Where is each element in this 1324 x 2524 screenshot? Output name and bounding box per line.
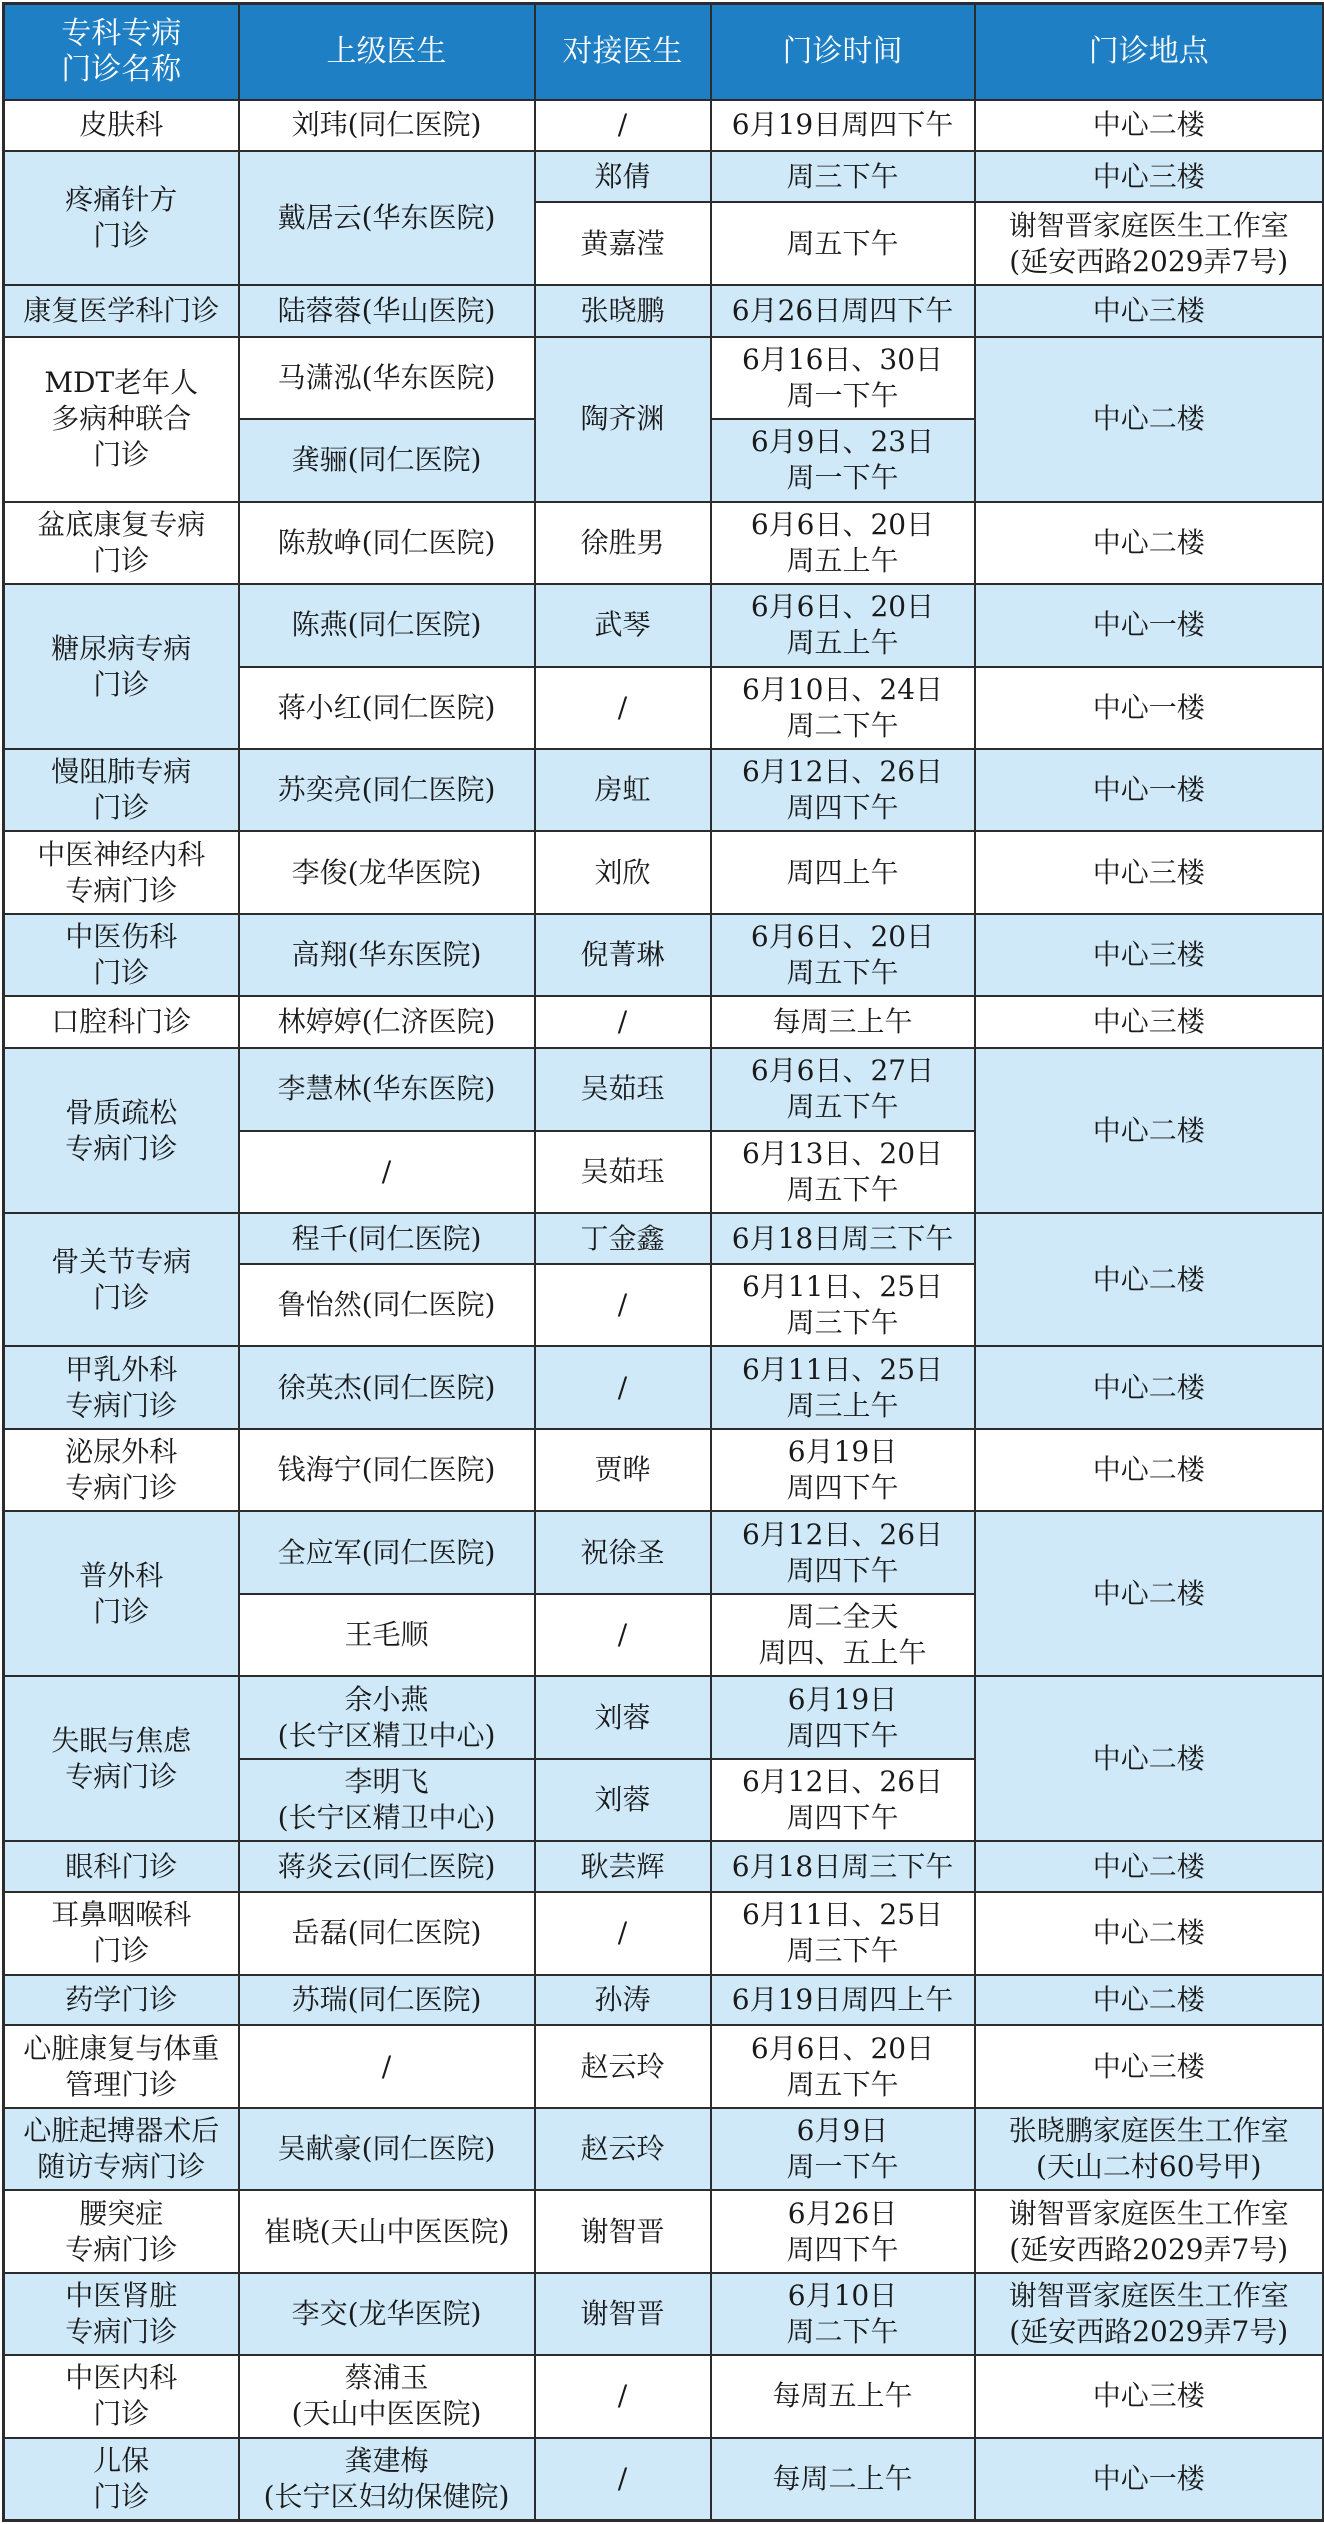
clinic-name-cell: 普外科 门诊	[4, 1511, 239, 1676]
clinic-location-cell: 中心二楼	[975, 1892, 1324, 1974]
clinic-location-cell: 谢智晋家庭医生工作室 (延安西路2029弄7号)	[975, 2190, 1324, 2272]
table-row	[4, 502, 1324, 584]
senior-doctor-cell: 陈燕(同仁医院)	[239, 584, 535, 666]
clinic-name-cell: 泌尿外科 专病门诊	[4, 1429, 239, 1511]
clinic-location-cell: 中心三楼	[975, 151, 1324, 202]
clinic-name-cell: 药学门诊	[4, 1975, 239, 2026]
senior-doctor-cell: 刘玮(同仁医院)	[239, 100, 535, 152]
senior-doctor-cell: 林婷婷(仁济医院)	[239, 996, 535, 1048]
table-row	[4, 996, 1324, 1048]
table-row	[4, 2438, 1324, 2521]
liaison-doctor-cell: /	[535, 2438, 711, 2521]
senior-doctor-cell: 陈敖峥(同仁医院)	[239, 502, 535, 584]
clinic-time-cell: 6月18日周三下午	[711, 1841, 975, 1892]
liaison-doctor-cell: 刘蓉	[535, 1759, 711, 1841]
table-row	[4, 2273, 1324, 2355]
senior-doctor-cell: 钱海宁(同仁医院)	[239, 1429, 535, 1511]
clinic-time-cell: 6月12日、26日 周四下午	[711, 749, 975, 831]
clinic-location-cell: 谢智晋家庭医生工作室 (延安西路2029弄7号)	[975, 2273, 1324, 2355]
clinic-schedule-table	[2, 2, 1324, 2522]
clinic-name-cell: 康复医学科门诊	[4, 285, 239, 337]
clinic-name-cell: 腰突症 专病门诊	[4, 2190, 239, 2272]
clinic-time-cell: 6月11日、25日 周三下午	[711, 1892, 975, 1974]
clinic-location-cell: 中心一楼	[975, 667, 1324, 749]
senior-doctor-cell: 余小燕 (长宁区精卫中心)	[239, 1676, 535, 1758]
table-row	[4, 914, 1324, 996]
clinic-name-cell: MDT老年人 多病种联合 门诊	[4, 337, 239, 502]
clinic-name-cell: 中医神经内科 专病门诊	[4, 831, 239, 913]
clinic-time-cell: 6月26日 周四下午	[711, 2190, 975, 2272]
senior-doctor-cell: /	[239, 2025, 535, 2107]
clinic-time-cell: 周三下午	[711, 151, 975, 202]
liaison-doctor-cell: /	[535, 1264, 711, 1346]
table-row	[4, 2355, 1324, 2437]
clinic-time-cell: 6月26日周四下午	[711, 285, 975, 337]
clinic-time-cell: 6月10日 周二下午	[711, 2273, 975, 2355]
clinic-location-cell: 中心三楼	[975, 2025, 1324, 2107]
senior-doctor-cell: 李俊(龙华医院)	[239, 831, 535, 913]
clinic-name-cell: 疼痛针方 门诊	[4, 151, 239, 284]
clinic-location-cell: 中心二楼	[975, 502, 1324, 584]
table-row	[4, 2108, 1324, 2190]
liaison-doctor-cell: /	[535, 2355, 711, 2437]
clinic-time-cell: 6月6日、20日 周五下午	[711, 914, 975, 996]
clinic-time-cell: 6月12日、26日 周四下午	[711, 1511, 975, 1593]
senior-doctor-cell: 苏奕亮(同仁医院)	[239, 749, 535, 831]
table-row	[4, 1048, 1324, 1130]
liaison-doctor-cell: 吴茹珏	[535, 1048, 711, 1130]
senior-doctor-cell: 蒋炎云(同仁医院)	[239, 1841, 535, 1892]
senior-doctor-cell: 李交(龙华医院)	[239, 2273, 535, 2355]
clinic-time-cell: 6月11日、25日 周三上午	[711, 1346, 975, 1428]
clinic-location-cell: 中心二楼	[975, 1346, 1324, 1428]
liaison-doctor-cell: 耿芸辉	[535, 1841, 711, 1892]
liaison-doctor-cell: /	[535, 996, 711, 1048]
liaison-doctor-cell: 陶齐渊	[535, 337, 711, 502]
clinic-location-cell: 中心二楼	[975, 1511, 1324, 1676]
senior-doctor-cell: 程千(同仁医院)	[239, 1213, 535, 1264]
clinic-time-cell: 每周三上午	[711, 996, 975, 1048]
senior-doctor-cell: 蒋小红(同仁医院)	[239, 667, 535, 749]
liaison-doctor-cell: 祝徐圣	[535, 1511, 711, 1593]
clinic-location-cell: 中心二楼	[975, 1841, 1324, 1892]
table-row	[4, 337, 1324, 419]
senior-doctor-cell: 吴献豪(同仁医院)	[239, 2108, 535, 2190]
senior-doctor-cell: 王毛顺	[239, 1594, 535, 1676]
clinic-time-cell: 6月19日 周四下午	[711, 1676, 975, 1758]
schedule-wrapper	[2, 2, 1322, 2522]
clinic-location-cell: 中心一楼	[975, 749, 1324, 831]
liaison-doctor-cell: /	[535, 1892, 711, 1974]
clinic-time-cell: 6月12日、26日 周四下午	[711, 1759, 975, 1841]
liaison-doctor-cell: 黄嘉滢	[535, 202, 711, 284]
liaison-doctor-cell: 吴茹珏	[535, 1131, 711, 1213]
table-row	[4, 100, 1324, 152]
table-row	[4, 1511, 1324, 1593]
clinic-time-cell: 6月19日周四上午	[711, 1975, 975, 2026]
clinic-time-cell: 每周五上午	[711, 2355, 975, 2437]
clinic-location-cell: 中心二楼	[975, 1213, 1324, 1346]
table-header-row	[4, 4, 1324, 100]
clinic-location-cell: 张晓鹏家庭医生工作室 (天山二村60号甲)	[975, 2108, 1324, 2190]
clinic-time-cell: 周四上午	[711, 831, 975, 913]
clinic-time-cell: 6月13日、20日 周五下午	[711, 1131, 975, 1213]
clinic-location-cell: 中心一楼	[975, 2438, 1324, 2521]
clinic-time-cell: 6月6日、20日 周五上午	[711, 502, 975, 584]
clinic-name-cell: 中医内科 门诊	[4, 2355, 239, 2437]
clinic-name-cell: 心脏起搏器术后 随访专病门诊	[4, 2108, 239, 2190]
clinic-time-cell: 6月18日周三下午	[711, 1213, 975, 1264]
liaison-doctor-cell: 赵云玲	[535, 2025, 711, 2107]
header-liaison-doctor: 对接医生	[535, 4, 711, 100]
clinic-location-cell: 中心三楼	[975, 996, 1324, 1048]
clinic-location-cell: 中心二楼	[975, 1975, 1324, 2026]
liaison-doctor-cell: 刘欣	[535, 831, 711, 913]
clinic-time-cell: 周二全天 周四、五上午	[711, 1594, 975, 1676]
liaison-doctor-cell: 丁金鑫	[535, 1213, 711, 1264]
table-row	[4, 1841, 1324, 1892]
clinic-name-cell: 甲乳外科 专病门诊	[4, 1346, 239, 1428]
senior-doctor-cell: 蔡浦玉 (天山中医医院)	[239, 2355, 535, 2437]
senior-doctor-cell: 高翔(华东医院)	[239, 914, 535, 996]
clinic-name-cell: 糖尿病专病 门诊	[4, 584, 239, 749]
clinic-time-cell: 6月19日 周四下午	[711, 1429, 975, 1511]
senior-doctor-cell: 鲁怡然(同仁医院)	[239, 1264, 535, 1346]
clinic-location-cell: 中心三楼	[975, 2355, 1324, 2437]
liaison-doctor-cell: 赵云玲	[535, 2108, 711, 2190]
liaison-doctor-cell: 孙涛	[535, 1975, 711, 2026]
senior-doctor-cell: 陆蓉蓉(华山医院)	[239, 285, 535, 337]
clinic-location-cell: 中心二楼	[975, 1676, 1324, 1841]
clinic-location-cell: 中心二楼	[975, 1048, 1324, 1213]
liaison-doctor-cell: /	[535, 100, 711, 152]
table-row	[4, 1346, 1324, 1428]
clinic-name-cell: 盆底康复专病 门诊	[4, 502, 239, 584]
senior-doctor-cell: 马潇泓(华东医院)	[239, 337, 535, 419]
liaison-doctor-cell: 贾晔	[535, 1429, 711, 1511]
clinic-name-cell: 中医伤科 门诊	[4, 914, 239, 996]
clinic-name-cell: 皮肤科	[4, 100, 239, 152]
clinic-location-cell: 中心一楼	[975, 584, 1324, 666]
table-row	[4, 2025, 1324, 2107]
clinic-location-cell: 中心三楼	[975, 285, 1324, 337]
table-row	[4, 1676, 1324, 1758]
liaison-doctor-cell: 郑倩	[535, 151, 711, 202]
clinic-name-cell: 儿保 门诊	[4, 2438, 239, 2521]
table-row	[4, 584, 1324, 666]
liaison-doctor-cell: /	[535, 1594, 711, 1676]
senior-doctor-cell: 李慧林(华东医院)	[239, 1048, 535, 1130]
clinic-name-cell: 眼科门诊	[4, 1841, 239, 1892]
clinic-name-cell: 中医肾脏 专病门诊	[4, 2273, 239, 2355]
clinic-time-cell: 周五下午	[711, 202, 975, 284]
table-row	[4, 749, 1324, 831]
senior-doctor-cell: 李明飞 (长宁区精卫中心)	[239, 1759, 535, 1841]
clinic-time-cell: 6月6日、20日 周五下午	[711, 2025, 975, 2107]
liaison-doctor-cell: 张晓鹏	[535, 285, 711, 337]
table-row	[4, 2190, 1324, 2272]
clinic-name-cell: 失眠与焦虑 专病门诊	[4, 1676, 239, 1841]
header-clinic-location: 门诊地点	[975, 4, 1324, 100]
table-row	[4, 151, 1324, 202]
clinic-name-cell: 心脏康复与体重 管理门诊	[4, 2025, 239, 2107]
clinic-location-cell: 中心三楼	[975, 914, 1324, 996]
header-clinic-name: 专科专病 门诊名称	[4, 4, 239, 100]
senior-doctor-cell: 全应军(同仁医院)	[239, 1511, 535, 1593]
header-senior-doctor: 上级医生	[239, 4, 535, 100]
clinic-time-cell: 6月6日、27日 周五下午	[711, 1048, 975, 1130]
table-row	[4, 1213, 1324, 1264]
clinic-name-cell: 耳鼻咽喉科 门诊	[4, 1892, 239, 1974]
clinic-name-cell: 口腔科门诊	[4, 996, 239, 1048]
clinic-time-cell: 6月6日、20日 周五上午	[711, 584, 975, 666]
liaison-doctor-cell: 谢智晋	[535, 2190, 711, 2272]
clinic-time-cell: 6月16日、30日 周一下午	[711, 337, 975, 419]
clinic-location-cell: 中心二楼	[975, 1429, 1324, 1511]
clinic-name-cell: 慢阻肺专病 门诊	[4, 749, 239, 831]
clinic-time-cell: 6月9日、23日 周一下午	[711, 419, 975, 501]
senior-doctor-cell: 崔晓(天山中医医院)	[239, 2190, 535, 2272]
clinic-time-cell: 6月19日周四下午	[711, 100, 975, 152]
table-row	[4, 1429, 1324, 1511]
senior-doctor-cell: 戴居云(华东医院)	[239, 151, 535, 284]
liaison-doctor-cell: 谢智晋	[535, 2273, 711, 2355]
senior-doctor-cell: 龚建梅 (长宁区妇幼保健院)	[239, 2438, 535, 2521]
clinic-name-cell: 骨关节专病 门诊	[4, 1213, 239, 1346]
clinic-time-cell: 6月9日 周一下午	[711, 2108, 975, 2190]
liaison-doctor-cell: 武琴	[535, 584, 711, 666]
clinic-location-cell: 中心三楼	[975, 831, 1324, 913]
header-clinic-time: 门诊时间	[711, 4, 975, 100]
clinic-location-cell: 谢智晋家庭医生工作室 (延安西路2029弄7号)	[975, 202, 1324, 284]
liaison-doctor-cell: 刘蓉	[535, 1676, 711, 1758]
clinic-time-cell: 6月10日、24日 周二下午	[711, 667, 975, 749]
liaison-doctor-cell: 房虹	[535, 749, 711, 831]
table-row	[4, 285, 1324, 337]
liaison-doctor-cell: 徐胜男	[535, 502, 711, 584]
liaison-doctor-cell: /	[535, 667, 711, 749]
senior-doctor-cell: /	[239, 1131, 535, 1213]
table-row	[4, 831, 1324, 913]
senior-doctor-cell: 岳磊(同仁医院)	[239, 1892, 535, 1974]
table-row	[4, 1892, 1324, 1974]
clinic-time-cell: 每周二上午	[711, 2438, 975, 2521]
liaison-doctor-cell: /	[535, 1346, 711, 1428]
table-row	[4, 1975, 1324, 2026]
senior-doctor-cell: 龚骊(同仁医院)	[239, 419, 535, 501]
liaison-doctor-cell: 倪菁琳	[535, 914, 711, 996]
clinic-time-cell: 6月11日、25日 周三下午	[711, 1264, 975, 1346]
senior-doctor-cell: 徐英杰(同仁医院)	[239, 1346, 535, 1428]
clinic-location-cell: 中心二楼	[975, 100, 1324, 152]
clinic-name-cell: 骨质疏松 专病门诊	[4, 1048, 239, 1213]
senior-doctor-cell: 苏瑞(同仁医院)	[239, 1975, 535, 2026]
clinic-location-cell: 中心二楼	[975, 337, 1324, 502]
